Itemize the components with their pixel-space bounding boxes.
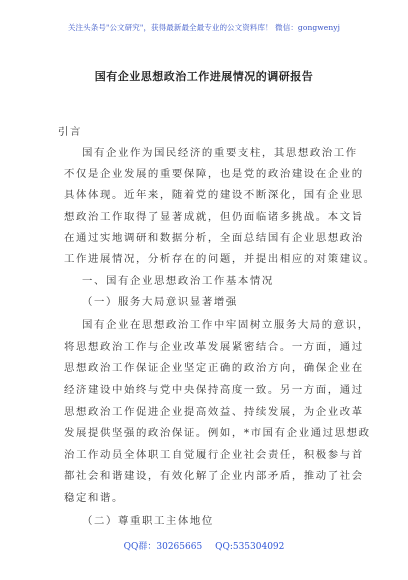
- paragraph-line: 稳定和谐。: [64, 492, 124, 504]
- paragraph-line: 具体体现。近年来，随着党的建设不断深化，国有企业思: [64, 189, 364, 201]
- paragraph-line: 不仅是企业发展的重要保障，也是党的政治建设在企业的: [64, 168, 364, 180]
- section-heading-1: 一、国有企业思想政治工作基本情况: [82, 275, 274, 287]
- paragraph-line: 经济建设中始终与党中央保持高度一致。另一方面，通过: [64, 384, 364, 396]
- paragraph-line: 国有企业在思想政治工作中牢固树立服务大局的意识，: [82, 319, 370, 331]
- section-heading-intro: 引言: [58, 126, 82, 138]
- paragraph-line: 工作进展情况，分析存在的问题，并提出相应的对策建议。: [64, 253, 376, 265]
- document-title: 国有企业思想政治工作进展情况的调研报告: [94, 70, 314, 83]
- paragraph-line: 将思想政治工作与企业改革发展紧密结合。一方面，通过: [64, 341, 364, 353]
- footer-qq-group: QQ群：30265665: [123, 542, 203, 552]
- paragraph-line: 发展提供坚强的政治保证。例如，*市国有企业通过思想政: [64, 427, 371, 439]
- paragraph-line: 治工作动员全体职工自觉履行企业社会责任，积极参与首: [64, 449, 364, 461]
- paragraph-line: 思想政治工作保证企业坚定正确的政治方向，确保企业在: [64, 362, 364, 374]
- subsection-heading-1: （一）服务大局意识显著增强: [82, 296, 238, 308]
- footer-contact: [0, 539, 408, 552]
- paragraph-line: 思想政治工作促进企业提高效益、持续发展，为企业改革: [64, 406, 364, 418]
- paragraph-line: 想政治工作取得了显著成就，但仍面临诸多挑战。本文旨: [64, 211, 364, 223]
- header-banner: 关注头条号"公文研究"，获得最新最全最专业的公文资料库！ 微信：gongwenyj: [67, 23, 341, 32]
- paragraph-line: 在通过实地调研和数据分析，全面总结国有企业思想政治: [64, 232, 364, 244]
- subsection-heading-2: （二）尊重职工主体地位: [82, 515, 214, 527]
- paragraph-line: 国有企业作为国民经济的重要支柱，其思想政治工作: [82, 147, 358, 159]
- footer-qq-number: QQ:535304092: [215, 542, 285, 552]
- document-body: [58, 0, 376, 580]
- paragraph-line: 都社会和谐建设，有效化解了企业内部矛盾，推动了社会: [64, 470, 364, 482]
